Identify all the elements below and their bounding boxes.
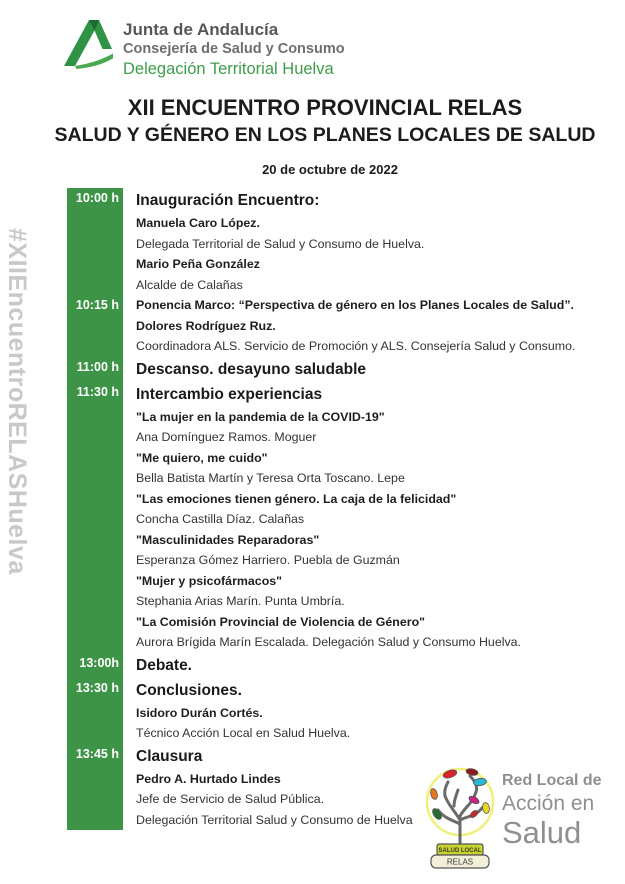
agenda-item-line: Esperanza Gómez Harriero. Puebla de Guzmán bbox=[136, 553, 400, 567]
agenda-item-line: Técnico Acción Local en Salud Huelva. bbox=[136, 726, 351, 740]
schedule-item-content bbox=[123, 188, 619, 295]
time-label: 10:00 h bbox=[75, 191, 119, 205]
agenda-item-line: Concha Castilla Díaz. Calañas bbox=[136, 512, 305, 526]
schedule-row bbox=[67, 357, 619, 382]
schedule-item-content bbox=[123, 678, 619, 744]
agenda-item-line: "Me quiero, me cuido" bbox=[136, 450, 268, 465]
brand-text-block bbox=[123, 17, 345, 79]
agenda-item-title: Intercambio experiencias bbox=[136, 385, 323, 403]
time-label: 13:00h bbox=[79, 655, 119, 670]
brand-org-name: Junta de Andalucía bbox=[123, 20, 279, 39]
schedule-item-content bbox=[123, 382, 619, 653]
schedule-row bbox=[67, 188, 619, 295]
junta-andalucia-logo-icon bbox=[62, 17, 114, 69]
schedule-item-content bbox=[123, 357, 619, 382]
agenda-item-line: Isidoro Durán Cortés. bbox=[136, 705, 263, 720]
time-label: 11:30 h bbox=[76, 384, 119, 399]
agenda-item-line: Bella Batista Martín y Teresa Orta Toscano. Lepe bbox=[136, 471, 405, 485]
schedule-row bbox=[67, 382, 619, 653]
agenda-item-line: Delegada Territorial de Salud y Consumo de Huelva. bbox=[136, 236, 425, 251]
schedule-rows bbox=[67, 188, 619, 830]
event-hashtag: #XIIEncuentroRELASHuelva bbox=[3, 228, 31, 575]
agenda-item-line: "La mujer en la pandemia de la COVID-19" bbox=[136, 409, 385, 424]
agenda-item-line: "La Comisión Provincial de Violencia de Género" bbox=[136, 614, 426, 629]
agenda-item-title: Clausura bbox=[136, 747, 203, 765]
schedule bbox=[67, 188, 619, 830]
event-date: 20 de octubre de 2022 bbox=[262, 162, 398, 177]
red-local-accion-salud-logo bbox=[502, 772, 602, 851]
schedule-item-content bbox=[123, 653, 619, 678]
title-line-1: XII ENCUENTRO PROVINCIAL RELAS bbox=[127, 95, 523, 120]
agenda-item-line: Aurora Brígida Marín Escalada. Delegación Salud y Consumo Huelva. bbox=[136, 635, 521, 649]
title-line-2: SALUD Y GÉNERO EN LOS PLANES LOCALES DE SALUD bbox=[54, 123, 596, 146]
brand-delegation: Delegación Territorial Huelva bbox=[123, 60, 334, 79]
tree-base-bottom-label: RELAS bbox=[446, 857, 474, 867]
agenda-item-title: Inauguración Encuentro: bbox=[136, 192, 320, 209]
time-label: 10:15 h bbox=[75, 298, 119, 312]
schedule-row bbox=[67, 678, 619, 744]
agenda-item-title: Conclusiones. bbox=[136, 681, 242, 699]
agenda-item-line: "Masculinidades Reparadoras" bbox=[136, 532, 320, 547]
agenda-item-line: Dolores Rodríguez Ruz. bbox=[136, 318, 276, 333]
agenda-item-line: "Las emociones tienen género. La caja de la felicidad" bbox=[136, 491, 457, 506]
agenda-item-line: Ponencia Marco: “Perspectiva de género en los Planes Locales de Salud”. bbox=[136, 298, 574, 312]
agenda-item-line: Pedro A. Hurtado Lindes bbox=[136, 771, 281, 786]
schedule-row bbox=[67, 653, 619, 678]
time-label: 11:00 h bbox=[76, 359, 119, 374]
agenda-item-line: Alcalde de Calañas bbox=[136, 277, 243, 292]
agenda-item-line: "Mujer y psicofármacos" bbox=[136, 573, 283, 588]
redlocal-line-3: Salud bbox=[502, 815, 582, 851]
agenda-item-title: Debate. bbox=[136, 656, 192, 674]
redlocal-line-1: Red Local de bbox=[502, 772, 602, 789]
schedule-item-content bbox=[123, 295, 619, 357]
agenda-item-line: Delegación Territorial Salud y Consumo de Huelva bbox=[136, 812, 413, 827]
agenda-item-line: Coordinadora ALS. Servicio de Promoción y ALS. Consejería Salud y Consumo. bbox=[136, 339, 576, 353]
agenda-item-line: Manuela Caro López. bbox=[136, 216, 260, 230]
brand-department: Consejería de Salud y Consumo bbox=[123, 40, 345, 57]
time-label: 13:45 h bbox=[75, 746, 119, 761]
agenda-item-line: Jefe de Servicio de Salud Pública. bbox=[136, 792, 325, 806]
schedule-row bbox=[67, 295, 619, 357]
agenda-item-line: Ana Domínguez Ramos. Moguer bbox=[136, 430, 317, 444]
page-title bbox=[40, 94, 610, 147]
time-label: 13:30 h bbox=[75, 680, 119, 695]
junta-andalucia-header bbox=[62, 17, 345, 79]
relas-tree-logo-icon bbox=[424, 760, 496, 874]
redlocal-line-2: Acción en bbox=[502, 791, 595, 815]
agenda-item-title: Descanso. desayuno saludable bbox=[136, 360, 367, 378]
agenda-item-line: Stephania Arias Marín. Punta Umbría. bbox=[136, 594, 345, 608]
tree-base-top-label: SALUD LOCAL bbox=[438, 848, 482, 854]
agenda-item-line: Mario Peña González bbox=[136, 257, 260, 271]
